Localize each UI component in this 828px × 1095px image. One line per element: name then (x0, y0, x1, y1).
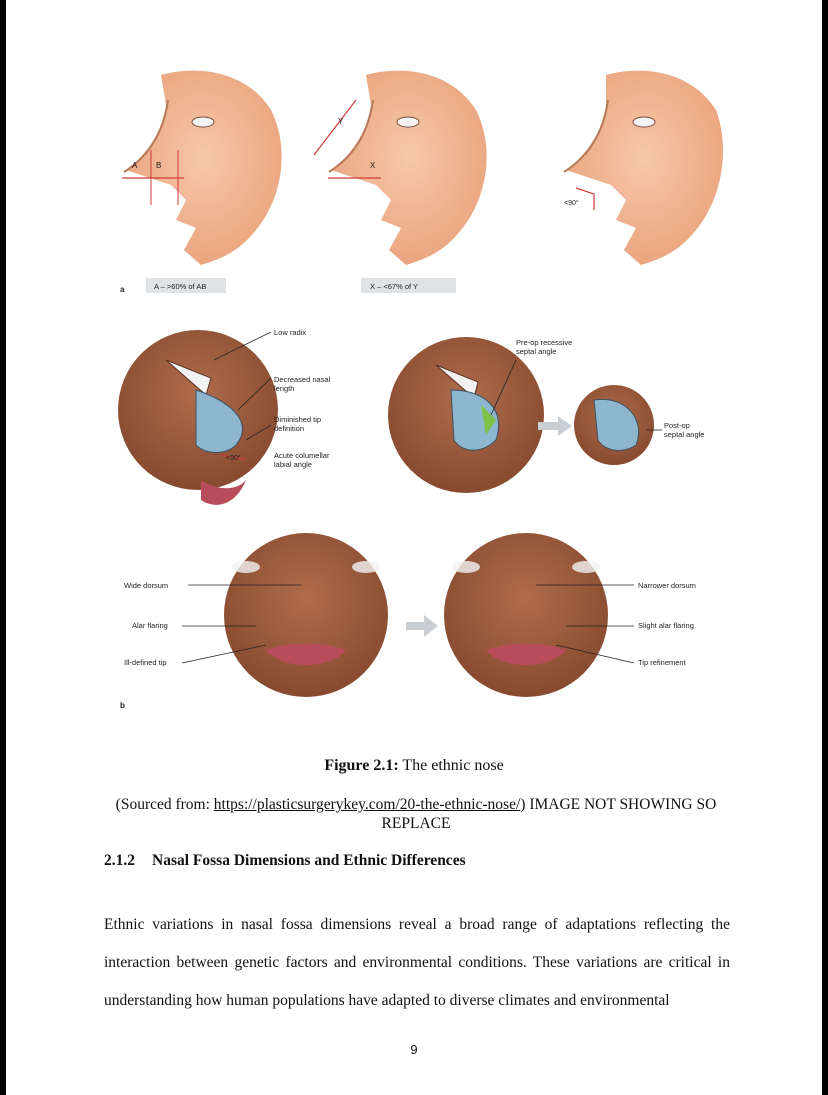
label-point-a: A (132, 161, 138, 170)
panel-a-profile-3 (564, 71, 723, 265)
source-suffix: ) IMAGE NOT SHOWING SO REPLACE (381, 796, 717, 832)
screen-edge-right (822, 0, 828, 1095)
figure-source (96, 795, 736, 833)
label-diminished-tip-1: Diminished tip (274, 415, 322, 424)
label-postop-2: septal angle (664, 430, 705, 439)
label-point-x: X (370, 161, 376, 170)
paragraph-text: Ethnic variations in nasal fossa dimensions reveal a broad range of adaptations reflecting the interaction between genetic factors and environmental conditions. These variations are critical in understanding how human populations have adapted to diverse climates and environmental (104, 916, 730, 1009)
label-point-b: B (156, 161, 162, 170)
caption-text: The ethnic nose (398, 757, 504, 774)
label-acute-angle-1: Acute columellar (274, 451, 330, 460)
label-alar-flaring: Alar flaring (132, 621, 168, 630)
label-postop-1: Post-op (664, 421, 690, 430)
ratio-left: A – >60% of AB (154, 282, 207, 291)
label-decreased-length-1: Decreased nasal (274, 375, 331, 384)
label-narrower-dorsum: Narrower dorsum (638, 581, 696, 590)
figure-ethnic-nose (106, 60, 730, 720)
label-ill-defined-tip: Ill-defined tip (124, 658, 167, 667)
label-wide-dorsum: Wide dorsum (124, 581, 169, 590)
label-acute-angle-2: labial angle (274, 460, 312, 469)
label-tip-refinement: Tip refinement (638, 658, 686, 667)
figure-illustration (106, 60, 730, 720)
page-number: 9 (410, 1042, 418, 1057)
panel-a-letter: a (120, 285, 125, 294)
measure-angle-3 (576, 188, 594, 210)
arrow-right-2 (406, 615, 438, 637)
document-page (6, 0, 822, 1095)
label-preop-1: Pre-op recessive (516, 338, 573, 347)
source-prefix: (Sourced from: (115, 796, 214, 813)
panel-b-cross-section-3 (574, 385, 654, 465)
panel-b-frontal-before (224, 533, 388, 697)
caption-label: Figure 2.1: (324, 757, 399, 774)
section-title: Nasal Fossa Dimensions and Ethnic Differences (152, 852, 466, 869)
label-angle-b: <90° (226, 455, 241, 462)
section-number: 2.1.2 (104, 852, 135, 869)
label-angle-a: <90° (564, 200, 579, 207)
panel-b-letter: b (120, 701, 125, 710)
label-slight-alar-flaring: Slight alar flaring (638, 621, 694, 630)
figure-caption (6, 757, 822, 775)
source-link[interactable]: https://plasticsurgerykey.com/20-the-ethnic-nose/ (213, 796, 521, 813)
label-point-y: Y (338, 117, 344, 126)
measure-line-y (314, 100, 356, 155)
panel-b-frontal-after (444, 533, 608, 697)
label-preop-2: septal angle (516, 347, 557, 356)
section-heading (104, 852, 466, 870)
label-low-radix: Low radix (274, 328, 307, 337)
panel-a-profile-1 (124, 71, 282, 265)
label-diminished-tip-2: definition (274, 424, 305, 433)
label-decreased-length-2: length (274, 384, 295, 393)
panel-a-profile-2 (329, 71, 487, 265)
body-paragraph (104, 906, 730, 1020)
ratio-mid: X – <67% of Y (370, 282, 419, 291)
panel-b-cross-section-2 (388, 337, 544, 493)
panel-b-cross-section-1 (118, 330, 278, 505)
